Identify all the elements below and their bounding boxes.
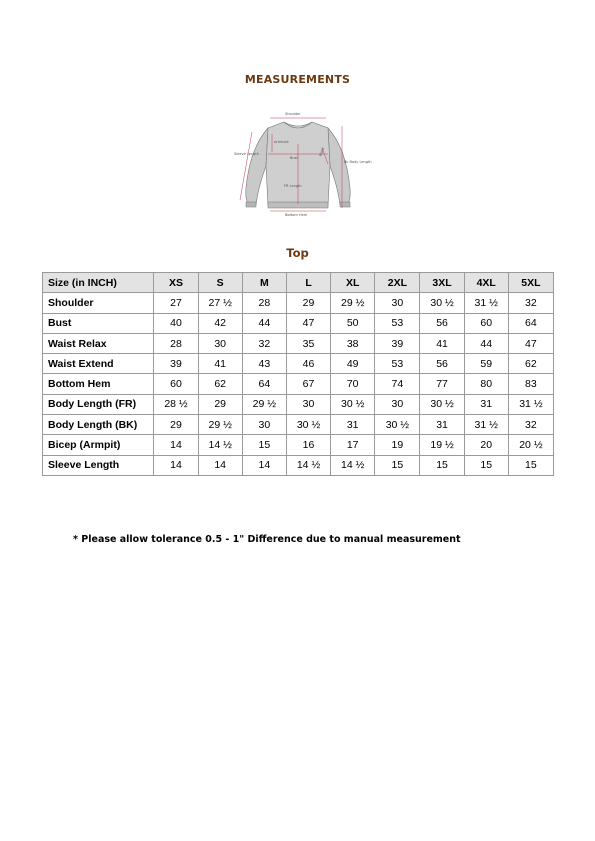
table-cell: 53 bbox=[375, 313, 420, 333]
table-cell: 20 bbox=[464, 435, 508, 455]
table-cell: 19 ½ bbox=[420, 435, 464, 455]
table-cell: 64 bbox=[242, 374, 286, 394]
table-cell: 50 bbox=[331, 313, 375, 333]
column-header: 3XL bbox=[420, 273, 464, 293]
table-cell: 44 bbox=[242, 313, 286, 333]
table-cell: 77 bbox=[420, 374, 464, 394]
table-cell: 80 bbox=[464, 374, 508, 394]
table-cell: 30 bbox=[242, 415, 286, 435]
table-cell: 31 bbox=[331, 415, 375, 435]
table-cell: 14 ½ bbox=[198, 435, 242, 455]
table-cell: 30 bbox=[286, 394, 330, 414]
table-cell: 14 ½ bbox=[331, 455, 375, 475]
column-header: XS bbox=[154, 273, 198, 293]
table-cell: 30 ½ bbox=[286, 415, 330, 435]
table-cell: 31 ½ bbox=[464, 415, 508, 435]
page-title: MEASUREMENTS bbox=[244, 73, 351, 86]
table-cell: 62 bbox=[198, 374, 242, 394]
table-cell: 14 bbox=[154, 455, 198, 475]
table-cell: 83 bbox=[508, 374, 553, 394]
column-header: Size (in INCH) bbox=[43, 273, 154, 293]
row-label: Sleeve Length bbox=[43, 455, 154, 475]
table-cell: 15 bbox=[508, 455, 553, 475]
table-cell: 32 bbox=[508, 293, 553, 313]
table-cell: 14 bbox=[242, 455, 286, 475]
table-cell: 29 ½ bbox=[331, 293, 375, 313]
table-cell: 32 bbox=[242, 333, 286, 353]
table-cell: 29 ½ bbox=[198, 415, 242, 435]
table-cell: 30 ½ bbox=[420, 293, 464, 313]
table-cell: 47 bbox=[286, 313, 330, 333]
table-cell: 60 bbox=[464, 313, 508, 333]
table-cell: 16 bbox=[286, 435, 330, 455]
table-cell: 20 ½ bbox=[508, 435, 553, 455]
table-cell: 30 bbox=[375, 293, 420, 313]
table-cell: 67 bbox=[286, 374, 330, 394]
table-cell: 30 bbox=[198, 333, 242, 353]
sweater-illustration bbox=[228, 108, 368, 220]
table-row bbox=[43, 333, 554, 353]
table-cell: 35 bbox=[286, 333, 330, 353]
row-label: Shoulder bbox=[43, 293, 154, 313]
table-cell: 15 bbox=[420, 455, 464, 475]
table-cell: 14 bbox=[198, 455, 242, 475]
table-cell: 74 bbox=[375, 374, 420, 394]
diagram-label-bk-body-length: Bk Body Length bbox=[344, 160, 372, 164]
column-header: S bbox=[198, 273, 242, 293]
diagram-label-bust: Bust bbox=[290, 156, 298, 160]
diagram-label-armhole: Armhole bbox=[274, 140, 289, 144]
column-header: 5XL bbox=[508, 273, 553, 293]
table-body bbox=[43, 293, 554, 476]
table-cell: 30 bbox=[375, 394, 420, 414]
row-label: Bicep (Armpit) bbox=[43, 435, 154, 455]
table-cell: 42 bbox=[198, 313, 242, 333]
table-cell: 38 bbox=[331, 333, 375, 353]
row-label: Body Length (BK) bbox=[43, 415, 154, 435]
table-cell: 39 bbox=[375, 333, 420, 353]
table-cell: 44 bbox=[464, 333, 508, 353]
diagram-label-waist: Waist bbox=[318, 146, 326, 158]
table-cell: 29 bbox=[198, 394, 242, 414]
table-cell: 31 bbox=[420, 415, 464, 435]
table-cell: 62 bbox=[508, 354, 553, 374]
table-header-row bbox=[43, 273, 554, 293]
table-cell: 70 bbox=[331, 374, 375, 394]
table-cell: 64 bbox=[508, 313, 553, 333]
table-cell: 49 bbox=[331, 354, 375, 374]
table-row bbox=[43, 394, 554, 414]
table-cell: 30 ½ bbox=[375, 415, 420, 435]
table-cell: 40 bbox=[154, 313, 198, 333]
row-label: Waist Extend bbox=[43, 354, 154, 374]
column-header: XL bbox=[331, 273, 375, 293]
table-cell: 41 bbox=[420, 333, 464, 353]
column-header: M bbox=[242, 273, 286, 293]
table-cell: 47 bbox=[508, 333, 553, 353]
table-cell: 31 ½ bbox=[508, 394, 553, 414]
table-cell: 56 bbox=[420, 354, 464, 374]
table-cell: 30 ½ bbox=[420, 394, 464, 414]
diagram-label-sleeve-length: Sleeve Length bbox=[234, 152, 259, 156]
table-cell: 29 bbox=[286, 293, 330, 313]
row-label: Waist Relax bbox=[43, 333, 154, 353]
table-cell: 41 bbox=[198, 354, 242, 374]
row-label: Bottom Hem bbox=[43, 374, 154, 394]
table-row bbox=[43, 313, 554, 333]
row-label: Body Length (FR) bbox=[43, 394, 154, 414]
table-cell: 28 bbox=[154, 333, 198, 353]
table-cell: 56 bbox=[420, 313, 464, 333]
table-cell: 60 bbox=[154, 374, 198, 394]
table-cell: 19 bbox=[375, 435, 420, 455]
table-row bbox=[43, 293, 554, 313]
tolerance-note: * Please allow tolerance 0.5 - 1" Difference due to manual measurement bbox=[73, 534, 461, 545]
column-header: L bbox=[286, 273, 330, 293]
table-cell: 17 bbox=[331, 435, 375, 455]
table-cell: 27 ½ bbox=[198, 293, 242, 313]
table-cell: 27 bbox=[154, 293, 198, 313]
table-cell: 32 bbox=[508, 415, 553, 435]
table-cell: 31 bbox=[464, 394, 508, 414]
table-cell: 28 bbox=[242, 293, 286, 313]
table-cell: 15 bbox=[464, 455, 508, 475]
column-header: 2XL bbox=[375, 273, 420, 293]
table-row bbox=[43, 415, 554, 435]
table-cell: 15 bbox=[242, 435, 286, 455]
table-cell: 14 ½ bbox=[286, 455, 330, 475]
row-label: Bust bbox=[43, 313, 154, 333]
column-header: 4XL bbox=[464, 273, 508, 293]
table-cell: 15 bbox=[375, 455, 420, 475]
table-cell: 29 ½ bbox=[242, 394, 286, 414]
table-row bbox=[43, 435, 554, 455]
diagram-label-bottom-hem: Bottom Hem bbox=[285, 213, 308, 217]
table-cell: 29 bbox=[154, 415, 198, 435]
table-cell: 14 bbox=[154, 435, 198, 455]
table-cell: 39 bbox=[154, 354, 198, 374]
table-cell: 43 bbox=[242, 354, 286, 374]
table-cell: 53 bbox=[375, 354, 420, 374]
table-row bbox=[43, 455, 554, 475]
diagram-label-shoulder: Shoulder bbox=[285, 112, 301, 116]
garment-measurement-diagram bbox=[228, 108, 372, 220]
table-cell: 46 bbox=[286, 354, 330, 374]
table-cell: 59 bbox=[464, 354, 508, 374]
table-cell: 31 ½ bbox=[464, 293, 508, 313]
size-chart-table bbox=[42, 272, 554, 476]
table-cell: 28 ½ bbox=[154, 394, 198, 414]
section-title-top: Top bbox=[286, 246, 309, 260]
diagram-label-fr-length: FR Length bbox=[284, 184, 302, 188]
table-row bbox=[43, 374, 554, 394]
table-cell: 30 ½ bbox=[331, 394, 375, 414]
table-row bbox=[43, 354, 554, 374]
